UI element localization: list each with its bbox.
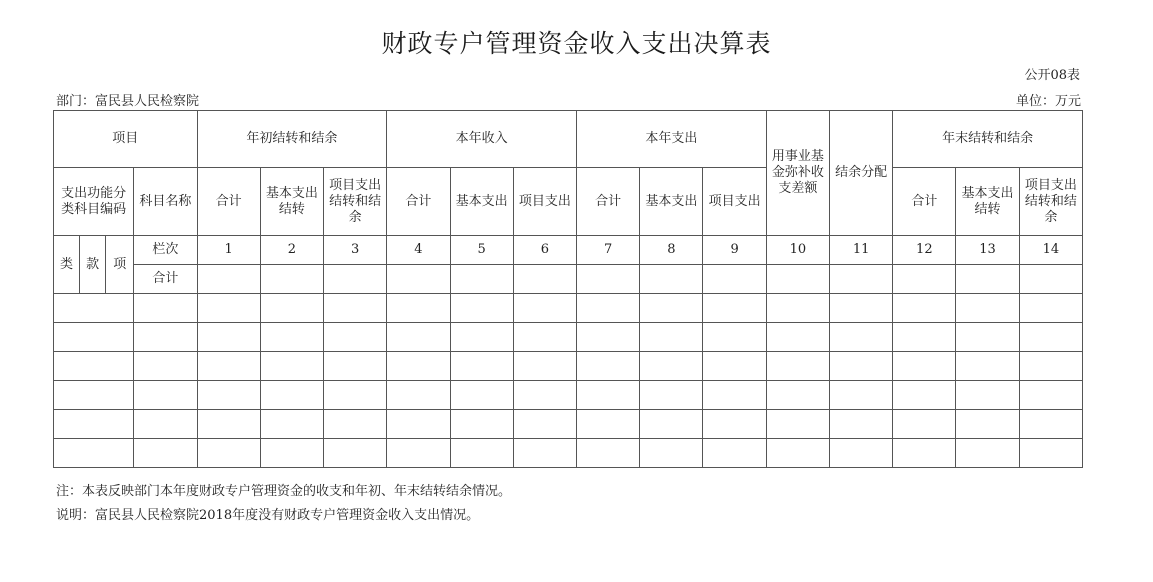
data-cell: [450, 352, 513, 381]
data-cell: [1019, 410, 1082, 439]
data-cell: [829, 439, 892, 468]
form-number: 公开08表: [1024, 68, 1080, 83]
header-expenditure: 本年支出: [577, 111, 767, 168]
header-begin-balance: 年初结转和结余: [197, 111, 387, 168]
table-row: [54, 439, 1083, 468]
data-cell: [260, 323, 323, 352]
header-subject-name: 科目名称: [134, 168, 197, 236]
data-cell: [197, 265, 260, 294]
data-cell: [260, 294, 323, 323]
column-number: 4: [387, 236, 450, 265]
sum-row: [54, 265, 1083, 294]
data-cell: [260, 410, 323, 439]
sum-row-label: 合计: [134, 265, 197, 294]
data-cell: [450, 439, 513, 468]
data-cell: [640, 381, 703, 410]
header-func-code: 支出功能分类科目编码: [54, 168, 134, 236]
data-cell: [513, 294, 576, 323]
header-begin-basic: 基本支出结转: [260, 168, 323, 236]
data-cell: [387, 381, 450, 410]
data-cell: [893, 381, 956, 410]
table-row: [54, 323, 1083, 352]
header-subsidy: 用事业基金弥补收支差额: [766, 111, 829, 236]
data-cell: [829, 265, 892, 294]
data-cell: [197, 294, 260, 323]
header-item: 项目: [54, 111, 198, 168]
data-cell: [197, 381, 260, 410]
data-cell: [829, 381, 892, 410]
column-number: 11: [829, 236, 892, 265]
data-cell: [766, 323, 829, 352]
data-cell: [577, 323, 640, 352]
header-distribution: 结余分配: [829, 111, 892, 236]
header-income-basic: 基本支出: [450, 168, 513, 236]
data-cell: [1019, 323, 1082, 352]
data-cell: [577, 352, 640, 381]
header-begin-total: 合计: [197, 168, 260, 236]
data-cell: [1019, 439, 1082, 468]
unit-label: 单位：万元: [1015, 94, 1081, 109]
data-cell: [703, 265, 766, 294]
data-cell: [387, 410, 450, 439]
data-cell: [54, 323, 134, 352]
column-number: 12: [893, 236, 956, 265]
data-cell: [956, 265, 1019, 294]
column-number: 8: [640, 236, 703, 265]
data-cell: [324, 410, 387, 439]
header-income: 本年收入: [387, 111, 577, 168]
header-end-total: 合计: [893, 168, 956, 236]
data-cell: [829, 352, 892, 381]
data-cell: [450, 265, 513, 294]
data-cell: [54, 381, 134, 410]
header-exp-basic: 基本支出: [640, 168, 703, 236]
data-cell: [134, 294, 197, 323]
data-cell: [956, 294, 1019, 323]
data-cell: [703, 410, 766, 439]
table-row: [54, 352, 1083, 381]
data-cell: [766, 352, 829, 381]
data-cell: [513, 381, 576, 410]
column-number: 5: [450, 236, 513, 265]
page-title: 财政专户管理资金收入支出决算表: [381, 29, 772, 58]
data-cell: [387, 323, 450, 352]
data-cell: [387, 265, 450, 294]
data-cell: [197, 439, 260, 468]
header-begin-project: 项目支出结转和结余: [324, 168, 387, 236]
data-cell: [766, 294, 829, 323]
data-cell: [513, 323, 576, 352]
header-kuan: 款: [80, 236, 106, 294]
header-income-project: 项目支出: [513, 168, 576, 236]
table-note: 注：本表反映部门本年度财政专户管理资金的收支和年初、年末结转结余情况。: [56, 484, 512, 499]
data-cell: [956, 381, 1019, 410]
data-cell: [640, 323, 703, 352]
header-exp-project: 项目支出: [703, 168, 766, 236]
data-cell: [1019, 265, 1082, 294]
data-cell: [577, 381, 640, 410]
data-cell: [766, 265, 829, 294]
table-row: [54, 381, 1083, 410]
data-cell: [450, 294, 513, 323]
data-cell: [703, 439, 766, 468]
column-number-row: [54, 236, 1083, 265]
column-number: 13: [956, 236, 1019, 265]
column-number: 2: [260, 236, 323, 265]
data-cell: [450, 410, 513, 439]
data-cell: [260, 265, 323, 294]
data-cell: [134, 352, 197, 381]
data-cell: [893, 294, 956, 323]
data-cell: [577, 410, 640, 439]
data-cell: [577, 439, 640, 468]
data-cell: [387, 352, 450, 381]
table-explanation: 说明：富民县人民检察院2018年度没有财政专户管理资金收入支出情况。: [56, 508, 480, 523]
data-cell: [640, 352, 703, 381]
column-number: 6: [513, 236, 576, 265]
header-exp-total: 合计: [577, 168, 640, 236]
data-cell: [54, 294, 134, 323]
data-cell: [766, 410, 829, 439]
column-number: 10: [766, 236, 829, 265]
data-cell: [197, 410, 260, 439]
data-cell: [324, 439, 387, 468]
data-cell: [703, 381, 766, 410]
data-cell: [766, 439, 829, 468]
table-row: [54, 410, 1083, 439]
data-cell: [703, 323, 766, 352]
column-number: 3: [324, 236, 387, 265]
data-cell: [513, 352, 576, 381]
data-cell: [387, 294, 450, 323]
header-end-balance: 年末结转和结余: [893, 111, 1083, 168]
header-lei: 类: [54, 236, 80, 294]
data-cell: [197, 352, 260, 381]
data-cell: [640, 294, 703, 323]
data-cell: [134, 323, 197, 352]
data-cell: [134, 381, 197, 410]
data-cell: [197, 323, 260, 352]
budget-table: [53, 110, 1083, 468]
header-row-1: [54, 111, 1083, 168]
data-cell: [513, 265, 576, 294]
data-cell: [893, 439, 956, 468]
data-cell: [577, 294, 640, 323]
data-cell: [260, 439, 323, 468]
data-cell: [893, 323, 956, 352]
data-cell: [324, 294, 387, 323]
column-number: 7: [577, 236, 640, 265]
column-number: 9: [703, 236, 766, 265]
data-cell: [893, 410, 956, 439]
data-cell: [956, 352, 1019, 381]
data-cell: [450, 381, 513, 410]
data-cell: [54, 410, 134, 439]
data-cell: [703, 352, 766, 381]
header-end-project: 项目支出结转和结余: [1019, 168, 1082, 236]
data-cell: [324, 381, 387, 410]
data-cell: [450, 323, 513, 352]
data-cell: [766, 381, 829, 410]
data-cell: [829, 294, 892, 323]
data-cell: [54, 352, 134, 381]
data-cell: [324, 352, 387, 381]
data-cell: [260, 381, 323, 410]
data-cell: [829, 410, 892, 439]
department-label: 部门：富民县人民检察院: [56, 94, 200, 109]
data-cell: [640, 265, 703, 294]
data-cell: [640, 410, 703, 439]
header-income-total: 合计: [387, 168, 450, 236]
data-cell: [829, 323, 892, 352]
table-row: [54, 294, 1083, 323]
column-number-label: 栏次: [134, 236, 197, 265]
data-cell: [956, 439, 1019, 468]
data-cell: [1019, 381, 1082, 410]
header-xiang: 项: [106, 236, 134, 294]
header-row-2: [54, 168, 1083, 236]
data-cell: [1019, 352, 1082, 381]
data-cell: [324, 323, 387, 352]
data-cell: [324, 265, 387, 294]
data-cell: [54, 439, 134, 468]
data-cell: [956, 323, 1019, 352]
data-cell: [260, 352, 323, 381]
column-number: 14: [1019, 236, 1082, 265]
data-cell: [513, 439, 576, 468]
data-cell: [134, 410, 197, 439]
data-cell: [893, 352, 956, 381]
data-cell: [577, 265, 640, 294]
column-number: 1: [197, 236, 260, 265]
data-cell: [387, 439, 450, 468]
data-cell: [956, 410, 1019, 439]
data-cell: [703, 294, 766, 323]
data-cell: [134, 439, 197, 468]
data-cell: [513, 410, 576, 439]
data-cell: [1019, 294, 1082, 323]
header-end-basic: 基本支出结转: [956, 168, 1019, 236]
data-cell: [893, 265, 956, 294]
data-cell: [640, 439, 703, 468]
